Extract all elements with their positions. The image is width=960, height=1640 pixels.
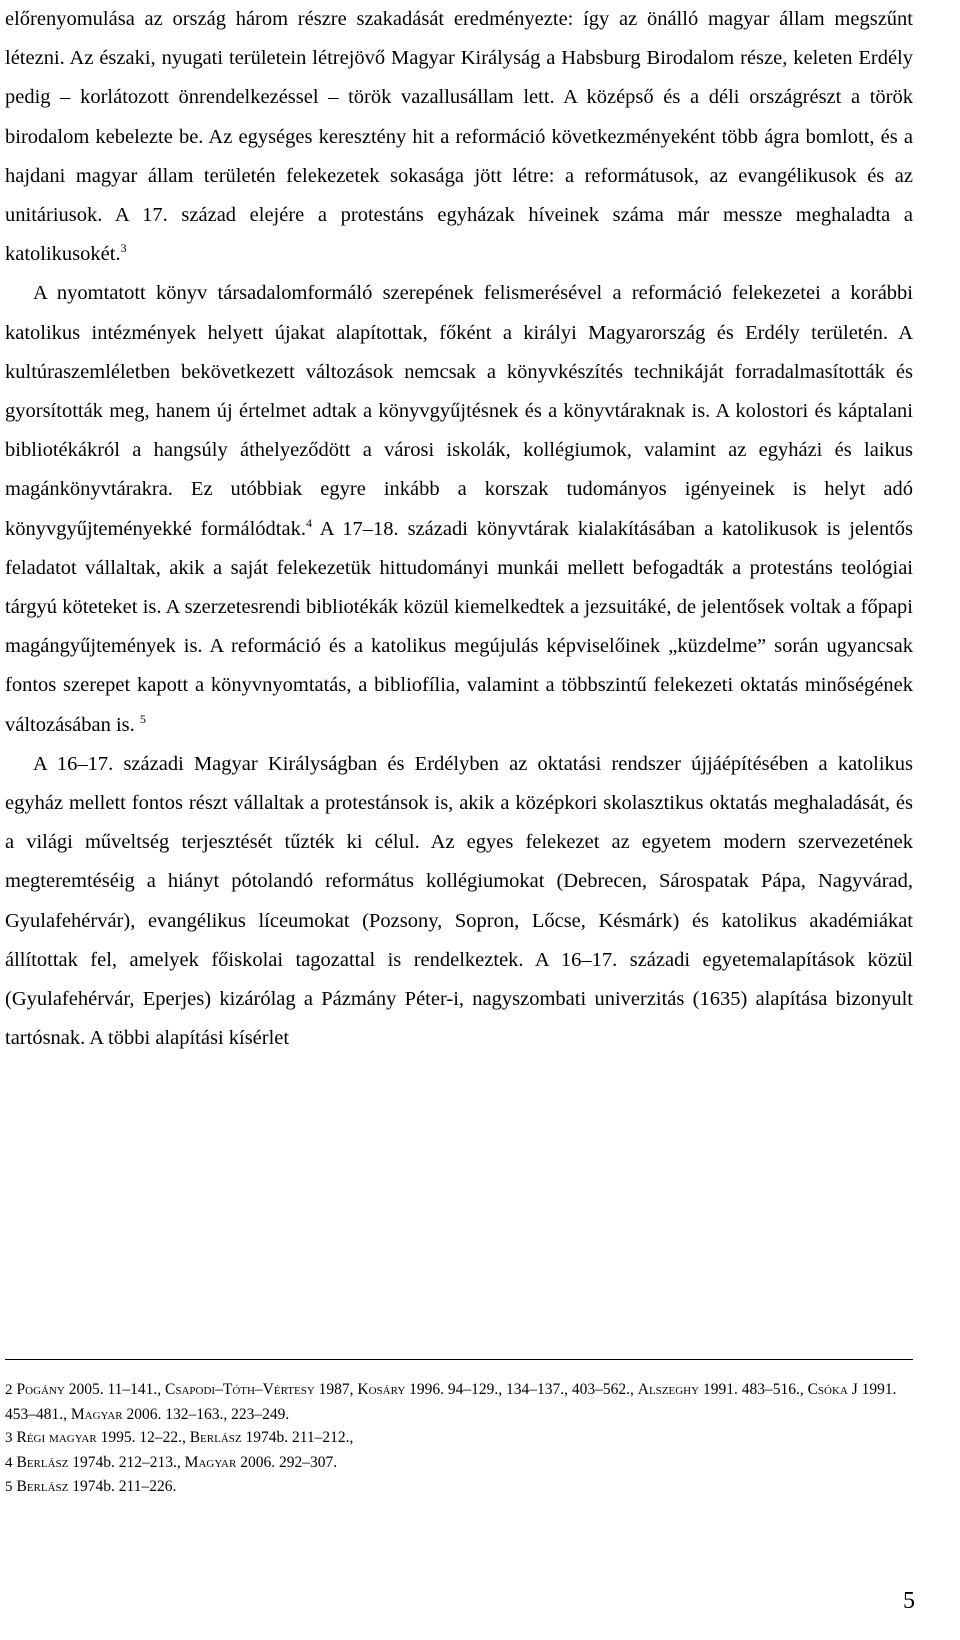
paragraph-text: A nyomtatott könyv társadalomformáló szerepének felismerésével a reformáció felekezetei a korábbi katolikus intézmények helyett újakat alapítottak, főként a királyi Magyarország és Erdély területén. A kultúraszemléletben bekövetkezett változások nemcsak a könyvkészítés technikáját forradalmasították és gyorsították meg, hanem új értelmet adtak a könyvgyűjtésnek és a könyvtáraknak is. A kolostori és káptalani bibliotékákról a hangsúly áthelyeződött a városi iskolák, kollégiumok, valamint az egyházi és laikus magánkönyvtárakra. Ez utóbbiak egyre inkább a korszak tudományos igényeinek is helyt adó könyvgyűjteményekké formálódtak. bbox=[5, 282, 913, 540]
citation-detail: 2006. 292–307. bbox=[236, 1453, 338, 1471]
paragraph bbox=[5, 745, 913, 1059]
footnotes bbox=[5, 1378, 913, 1500]
paragraph-text: A 16–17. századi Magyar Királyságban és Erdélyben az oktatási rendszer újjáépítésében a katolikus egyház mellett fontos részt vállaltak a protestánsok is, akik a középkori skolasztikus oktatás meghaladását, és a világi műveltség terjesztését tűzték ki célul. Az egyes felekezet az egyetem modern szervezetének megteremtéséig a hiányt pótolandó református kollégiumokat (Debrecen, Sárospatak Pápa, Nagyvárad, Gyulafehérvár), evangélikus líceumokat (Pozsony, Sopron, Lőcse, Késmárk) és katolikus akadémiákat állítottak fel, amelyek főiskolai tagozattal is rendelkeztek. A 16–17. századi egyetemalapítások közül (Gyulafehérvár, Eperjes) kizárólag a Pázmány Péter-i, nagyszombati univerzitás (1635) alapítása bizonyult tartósnak. A többi alapítási kísérlet bbox=[5, 752, 913, 1050]
citation-author: Alszeghy bbox=[637, 1381, 700, 1398]
footnote-number: 5 bbox=[5, 1479, 13, 1496]
citation-author: Magyar bbox=[70, 1405, 123, 1423]
citation-author: Berlász bbox=[16, 1478, 69, 1496]
citation-author: Kosáry bbox=[357, 1381, 406, 1398]
citation-detail: 1995. 12–22., bbox=[96, 1429, 190, 1447]
paragraph bbox=[5, 274, 913, 744]
footnote-reference: 5 bbox=[139, 711, 146, 726]
footnote-divider bbox=[5, 1359, 913, 1360]
footnote bbox=[5, 1378, 913, 1426]
citation-detail: 2006. 132–163., 223–249. bbox=[122, 1405, 290, 1423]
footnote-number: 2 bbox=[5, 1382, 13, 1398]
footnote-number: 4 bbox=[5, 1454, 13, 1471]
footnote-reference: 4 bbox=[305, 515, 312, 530]
citation-author: Csóka J bbox=[807, 1381, 858, 1398]
paragraph-text: A 17–18. századi könyvtárak kialakításában a katolikusok is jelentős feladatot vállaltak, akik a saját felekezetük hittudományi munkái mellett befogadták a protestáns teológiai tárgyú köteteket is. A szerzetesrendi bibliotékák közül kiemelkedtek a jezsuitáké, de jelentősek voltak a főpapi magángyűjtemények is. A reformáció és a katolikus megújulás képviselőinek „küzdelme” során ugyancsak fontos szerepet kapott a könyvnyomtatás, a bibliofília, valamint a többszintű felekezeti oktatás minőségének változásában is. bbox=[5, 517, 913, 736]
main-text bbox=[5, 0, 913, 1058]
citation-author: Magyar bbox=[184, 1453, 237, 1471]
footnote bbox=[5, 1475, 913, 1500]
citation-author: Berlász bbox=[16, 1453, 69, 1471]
paragraph-text: előrenyomulása az ország három részre szakadását eredményezte: így az önálló magyar állam megszűnt létezni. Az északi, nyugati területein létrejövő Magyar Királyság a Habsburg Birodalom része, keleten Erdély pedig – korlátozott önrendelkezéssel – török vazallusállam lett. A középső és a déli országrészt a török birodalom kebelezte be. Az egységes keresztény hit a reformáció következményeként több ágra bomlott, és a hajdani magyar állam területén felekezetek sokasága jött létre: a reformátusok, az evangélikusok és az unitáriusok. A 17. század elejére a protestáns egyházak híveinek száma már messze meghaladta a katolikusokét. bbox=[5, 8, 913, 266]
citation-detail: 1991. 453–481., bbox=[5, 1381, 897, 1423]
footnote-reference: 3 bbox=[120, 241, 127, 256]
footnote bbox=[5, 1426, 913, 1451]
citation-detail: 1974b. 211–226. bbox=[68, 1478, 177, 1496]
citation-author: Régi magyar bbox=[16, 1429, 97, 1447]
citation-detail: 2005. 11–141., bbox=[64, 1381, 166, 1398]
citation-detail: 1991. 483–516., bbox=[699, 1381, 808, 1398]
page-number: 5 bbox=[903, 1588, 915, 1614]
citation-author: Berlász bbox=[189, 1429, 242, 1447]
citation-detail: 1974b. 212–213., bbox=[68, 1453, 185, 1471]
citation-author: Pogány bbox=[16, 1381, 65, 1398]
citation-author: Csapodi–Tóth–Vértesy bbox=[165, 1381, 315, 1398]
citation-detail: 1987, bbox=[314, 1381, 358, 1398]
paragraph bbox=[5, 0, 913, 274]
citation-detail: 1974b. 211–212., bbox=[241, 1429, 354, 1447]
page-body bbox=[5, 0, 913, 1058]
citation-detail: 1996. 94–129., 134–137., 403–562., bbox=[405, 1381, 638, 1398]
footnote bbox=[5, 1451, 913, 1476]
footnote-number: 3 bbox=[5, 1430, 13, 1447]
